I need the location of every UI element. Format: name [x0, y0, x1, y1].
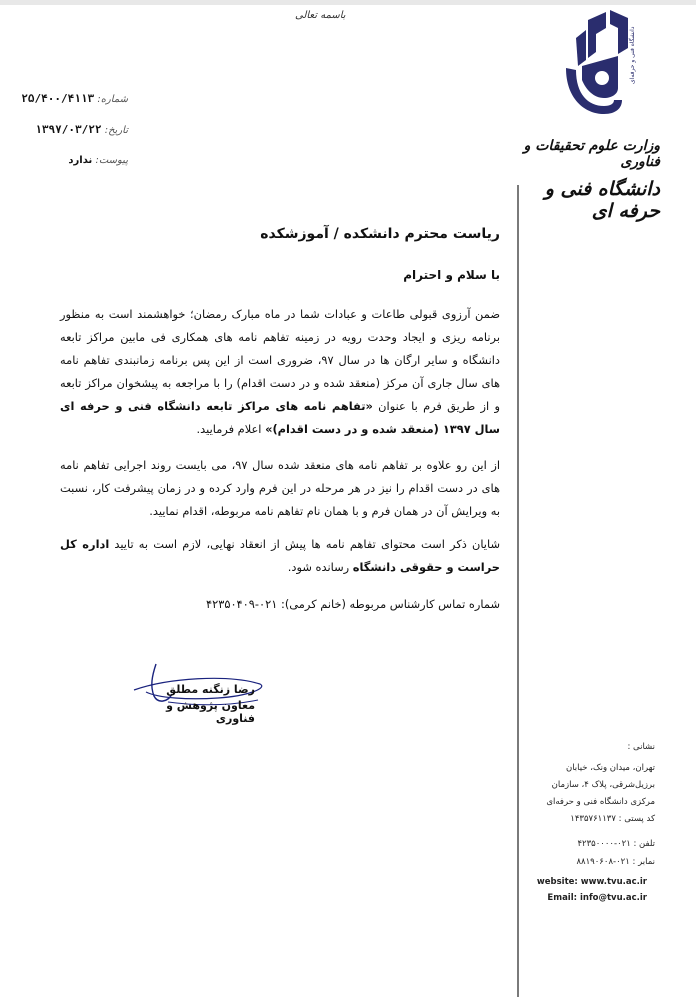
margin-divider [517, 185, 519, 997]
attachment-label: پیوست: [95, 155, 128, 166]
logo-caption: دانشگاه فنی و حرفه‌ای [629, 26, 636, 84]
fax-number: نمابر : ۰۲۱-۸۸۱۹۰۶۰۸ [576, 857, 655, 867]
letter-number [18, 92, 128, 105]
address-line-3: مرکزی دانشگاه فنی و حرفه‌ای [546, 797, 655, 807]
paragraph-1-text-b: اعلام فرمایید. [196, 422, 266, 436]
letter-attachment [18, 155, 128, 166]
greeting: با سلام و احترام [403, 268, 500, 282]
number-value: ۲۵/۴۰۰/۴۱۱۳ [21, 92, 95, 105]
ministry-name: وزارت علوم تحقیقات و فناوری [523, 138, 660, 170]
website-link[interactable]: website: www.tvu.ac.ir [536, 877, 647, 887]
signatory-name: رضا زنگنه مطلق [166, 683, 255, 696]
basmala: باسمه تعالی [295, 10, 346, 21]
postal-code: کد پستی : ۱۴۳۵۷۶۱۱۳۷ [570, 814, 655, 824]
letter-date [18, 123, 128, 136]
address-line-1: تهران، میدان ونک، خیابان [565, 763, 655, 773]
paragraph-3-text-a: شایان ذکر است محتوای تفاهم نامه ها پیش از انعقاد نهایی، لازم است به تایید [109, 537, 500, 551]
paragraph-3 [60, 533, 500, 579]
paragraph-3-text-b: رسانده شود. [287, 560, 353, 574]
number-label: شماره: [97, 94, 128, 105]
paragraph-1 [60, 303, 500, 441]
date-label: تاریخ: [104, 125, 128, 136]
contact-line: شماره تماس کارشناس مربوطه (خانم کرمی): ۰۲۱-۴۲۳۵۰۴۰۹ [205, 597, 500, 611]
attachment-value: ندارد [68, 155, 93, 166]
signatory-role: معاون پژوهش و فناوری [166, 699, 255, 725]
security-office: اداره کل حراست و حقوقی دانشگاه [60, 537, 500, 574]
paragraph-2: از این رو علاوه بر تفاهم نامه های منعقد شده سال ۹۷، می بایست روند اجرایی تفاهم نامه های در دست اقدام را نیز در هر مرحله در این فرم وارد کرده و در زمان پیشرفت کار، نسبت به ویرایش آن در همان فرم و با همان نام تفاهم نامه مربوطه، اقدام نمایید. [60, 458, 500, 518]
recipient-title: ریاست محترم دانشکده / آموزشکده [260, 226, 500, 242]
phone-number: تلفن : ۰۲۱-۴۲۳۵۰۰۰۰ [577, 839, 655, 849]
email-link[interactable]: Email: info@tvu.ac.ir [547, 893, 647, 903]
address-label: نشانی : [627, 742, 655, 752]
university-name: دانشگاه فنی و حرفه ای [544, 178, 660, 222]
page-top-edge [0, 0, 696, 5]
address-line-2: برزیل‌شرقی، پلاک ۴، سازمان [551, 780, 655, 790]
paragraph-1-text-a: ضمن آرزوی قبولی طاعات و عبادات شما در ماه مبارک رمضان؛ خواهشمند است به منظور برنامه ریزی و ایجاد وحدت رویه در زمینه تفاهم نامه های همکاری فی مابین مراکز تابعه دانشگاه و سایر ارگان ها در سال ۹۷، ضروری است از این پس برنامه زمانبندی تفاهم نامه های سال جاری آن مرکز (منعقد شده و در دست اقدام) را با مراجعه به پیشخوان مراکز تابعه و از طریق فرم با عنوان [60, 307, 500, 413]
date-value: ۱۳۹۷/۰۳/۲۲ [35, 123, 102, 136]
university-logo [556, 8, 646, 120]
form-title: «تفاهم نامه های مراکز تابعه دانشگاه فنی و حرفه ای سال ۱۳۹۷ (منعقد شده و در دست اقدام)» [60, 399, 500, 436]
